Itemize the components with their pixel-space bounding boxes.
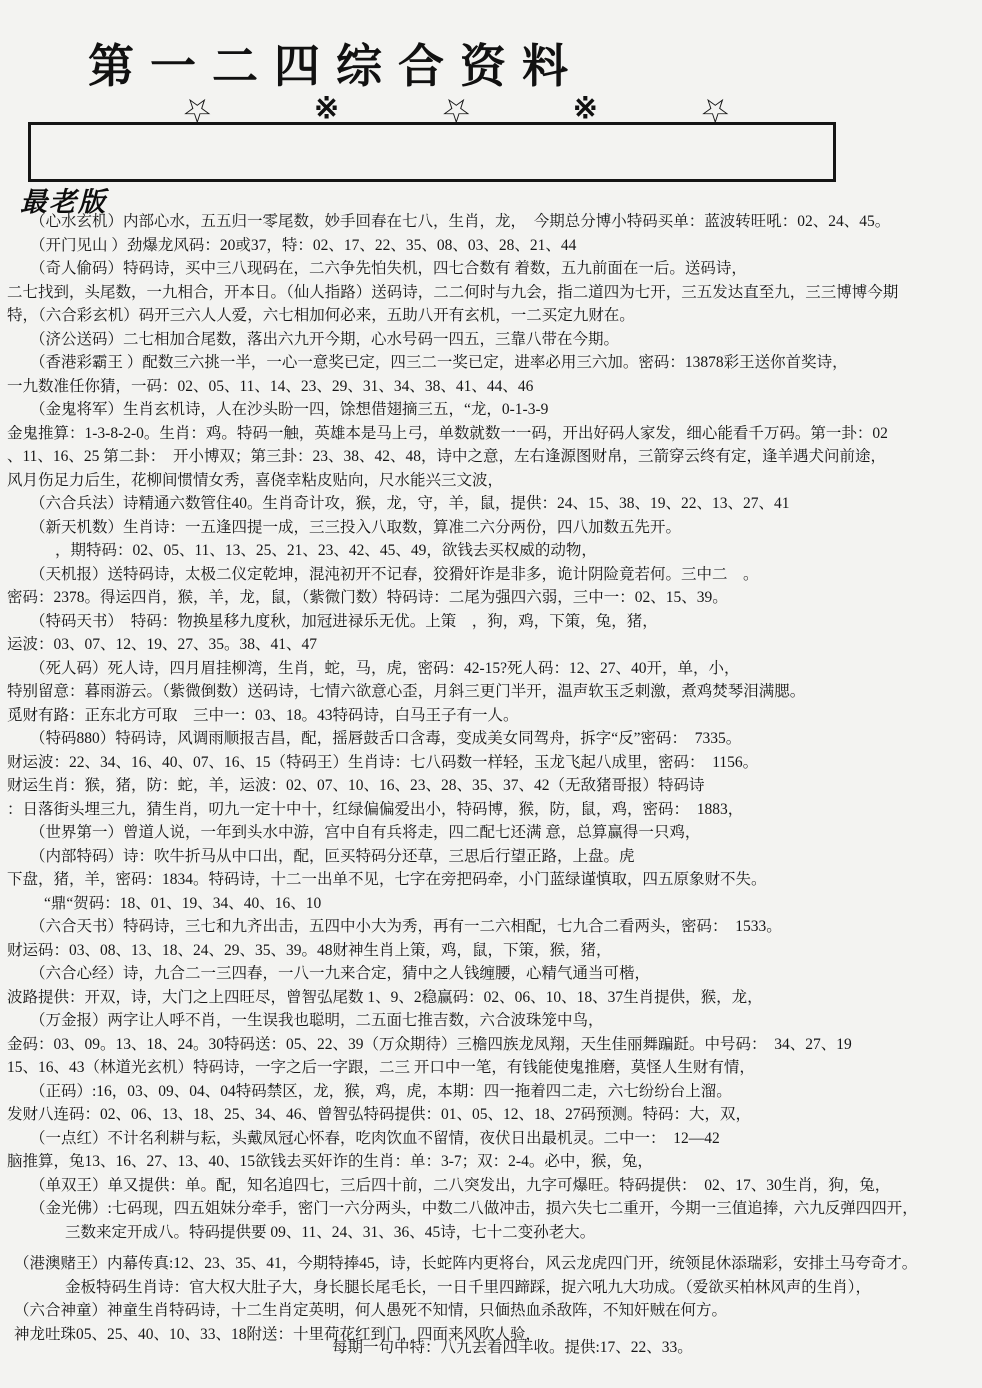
text-line: （正码）:16，03、09、04、04特码禁区，龙，猴，鸡，虎，本期：四一拖着四二走，六七纷纷台上溜。 xyxy=(30,1082,732,1100)
empty-header-box xyxy=(28,122,836,182)
text-line: （济公送码）二七相加合尾数，落出六九开今期，心水号码一四五，三靠八带在今期。 xyxy=(30,330,620,348)
text-line: （世界第一）曾道人说，一年到头水中游，宫中自有兵将走，四二配七还满 意，总算赢得一只鸡， xyxy=(30,824,701,841)
text-line: “鼎“贺码：18、01、19、34、40、16、10 xyxy=(44,894,322,912)
star-icon: ☆ xyxy=(182,91,213,128)
text-line: 特别留意：暮雨游云。（紫微倒数）送码诗，七情六欲意心歪，月斜三更门半开，温声软玉乏刺激，煮鸡焚琴泪满腮。 xyxy=(7,683,806,700)
star-icon: ☆ xyxy=(440,91,472,128)
text-line: ，期特码：02、05、11、13、25、21、23、42、45、49，欲钱去买权威的动物， xyxy=(55,542,597,559)
text-line: 金板特码生肖诗：官大权大肚子大，身长腿长尾毛长，一日千里四蹄踩，捉六吼九大功成。（爱欲买柏林风声的生肖）， xyxy=(65,1278,872,1296)
text-line: （香港彩霸王 ）配数三六挑一半，一心一意奖已定，四三二一奖已定，进率必用三六加。密码：13878彩王送你首奖诗， xyxy=(30,354,848,371)
text-line: （开门见山 ）劲爆龙风码：20或37，特：02、17、22、35、08、03、28、21、44 xyxy=(30,236,577,254)
decorative-symbols-row xyxy=(182,91,730,128)
text-line: （金光佛）:七码现，四五姐妹分牵手，密门一六分两头，中数二八做冲击，损六失七二重开，今期一三值追捧，六九反弹四四开， xyxy=(30,1200,918,1217)
text-line: （六合心经）诗，九合二一三四春，一八一九来合定，猜中之人钱缠腰，心精气通当可楷， xyxy=(30,965,651,982)
text-line: （六合兵法）诗精通六数管住40。生肖奇计攻，猴，龙，守，羊，鼠，提供：24、15、38、19、22、13、27、41 xyxy=(30,495,790,512)
text-line: 风月伤足力后生，花柳间惯情女秀，喜侥幸粘皮贴向，尺水能兴三文波， xyxy=(7,471,504,489)
text-line: 特，（六合彩玄机）码开三六人人爱，六七相加何必来，五助八开有玄机，一二买定九财在。 xyxy=(7,307,635,324)
text-line: 下盘，猪，羊，密码：1834。特码诗，十二一出单不见，七字在旁把码牵，小门蓝绿谨慎取，四五原象财不失。 xyxy=(7,871,767,888)
text-line: 、11、16、25 第二卦： 开小博双；第三卦：23、38、42、48，诗中之意，左右逢源图财帛，三箭穿云终有定，逢羊遇犬问前途， xyxy=(7,448,887,465)
text-line: （内部特码）诗：吹牛折马从中口出，配，叵买特码分还草，三思后行望正路，上盘。虎 xyxy=(30,847,635,865)
text-line: 运波：03、07、12、19、27、35。38、41、47 xyxy=(7,636,318,653)
text-line: 神龙吐珠05、25、40、10、33、18附送：十里荷花红到门，四面来风吹人验， xyxy=(14,1325,542,1343)
text-line: 一九数准任你猜，一码：02、05、11、14、23、29、31、34、38、41、44、46 xyxy=(7,377,534,395)
text-line: （特码天书） 特码：物换星移九度秋，加冠进禄乐无优。上策 ，狗，鸡，下策，兔，猪， xyxy=(30,612,658,630)
text-line: 觅财有路：正东北方可取 三中一：03、18。43特码诗，白马王子有一人。 xyxy=(7,706,519,724)
body-text xyxy=(0,210,982,1346)
text-line: （奇人偷码）特码诗，买中三八现码在，二六争先怕失机，四七合数有 着数，五九前面在一后。送码诗， xyxy=(30,260,747,277)
text-line: （单双王）单又提供：单。配，知名追四七，三后四十前，二八突发出，九字可爆旺。特码提供： 02、17、30生肖，狗，兔， xyxy=(30,1176,891,1194)
text-line: 金码：03、09。13、18、24。30特码送：05、22、39（万众期待）三檐四族龙凤翔，天生佳丽舞蹁跹。中号码： 34、27、19 xyxy=(7,1035,852,1053)
text-line: （天机报）送特码诗，太极二仪定乾坤，混沌初开不记春，狡猾奸诈是非多，诡计阴险竟若何。三中二 。 xyxy=(30,565,759,583)
text-line: （一点红）不计名利耕与耘，头戴凤冠心怀春，吃肉饮血不留情，夜伏日出最机灵。二中一： 12—42 xyxy=(30,1129,720,1147)
text-line: 三数来定开成八。特码提供要 09、11、24、31、36、45诗，七十二变孙老大。 xyxy=(65,1223,596,1241)
text-line: 密码：2378。得运四肖，猴，羊，龙，鼠，（紫微门数）特码诗：二尾为强四六弱，三中一：02、15、39。 xyxy=(7,589,728,606)
text-line: 波路提供：开双，诗，大门之上四旺尽，曾智弘尾数 1、9、2稳赢码：02、06、10、18、37生肖提供，猴，龙， xyxy=(7,988,763,1006)
page-title: 第一二四综合资料 xyxy=(88,41,584,92)
reference-mark-icon: ※ xyxy=(572,92,598,125)
section-header: 最老版 xyxy=(20,187,107,217)
text-line: （特码880）特码诗，风调雨顺报吉昌，配，摇唇鼓舌口含毒，变成美女同驾舟，拆字“反”密码： 7335。 xyxy=(30,730,742,747)
text-line: （死人码）死人诗，四月眉挂柳湾，生肖，蛇，马，虎，密码：42-15?死人码：12、27、40开，单，小， xyxy=(30,659,740,677)
text-line: ：日落街头埋三九，猜生肖，叨九一定十中十，红绿偏偏爱出小，特码博，猴，防，鼠，鸡，密码： 1883， xyxy=(7,800,744,818)
text-line: （六合神童）神童生肖特码诗，十二生肖定英明，何人愚死不知情，只偭热血杀敌阵，不知奸贼在何方。 xyxy=(14,1302,728,1319)
text-line: （六合天书）特码诗，三七和九齐出击，五四中小大为秀，再有一二六相配，七九合二看两头，密码： 1533。 xyxy=(30,918,782,935)
reference-mark-icon: ※ xyxy=(314,92,340,125)
text-line: 财运生肖：猴，猪，防：蛇，羊，运波：02、07、10、16、23、28、35、37、42（无敌猪哥报）特码诗 xyxy=(7,777,705,794)
text-line: （金鬼将军）生肖玄机诗，人在沙头盼一四，馀想借翅摘三五，“龙，0-1-3-9 xyxy=(30,401,549,418)
text-line: 金鬼推算：1-3-8-2-0。生肖：鸡。特码一触，英雄本是马上弓，单数就数一一码，开出好码人家发，细心能看千万码。第一卦：02 xyxy=(7,424,888,442)
star-icon: ☆ xyxy=(699,91,730,128)
text-line: （港澳赌王）内幕传真:12、23、35、41，今期特捧45，诗，长蛇阵内更将台，风云龙虎四门开，统领昆休添瑞彩，安排土马夸奇才。 xyxy=(14,1255,918,1272)
text-line: （心水玄机）内部心水，五五归一零尾数，妙手回春在七八，生肖，龙， 今期总分博小特码买单：蓝波转旺吼：02、24、45。 xyxy=(30,213,891,230)
text-line: 财运码：03、08、13、18、24、29、35、39。48财神生肖上策，鸡，鼠，下策，猴，猪， xyxy=(7,941,612,959)
text-line: 二七找到，头尾数，一九相合，开本日。（仙人指路）送码诗，二二何时与九会，指二道四为七开，三五发达直至九，三三博博今期 xyxy=(7,283,899,301)
text-line: 脑推算，兔13、16、27、13、40、15欲钱去买奸诈的生肖：单：3-7；双：2-4。必中，猴，兔， xyxy=(7,1153,653,1170)
text-line: 15、16、43（林道光玄机）特码诗，一字之后一字跟，二三 开口中一笔，有钱能使鬼推磨，莫怪人生财有情， xyxy=(7,1059,755,1076)
text-line: （新天机数）生肖诗：一五逢四提一成，三三投入八取数，算准二六分两份，四八加数五先开。 xyxy=(30,518,682,536)
text-line: （万金报）两字让人呼不肖，一生误我也聪明，二五面七推吉数，六合波珠笼中鸟， xyxy=(30,1012,604,1029)
text-line: 发财八连码：02、06、13、18、25、34、46、曾智弘特码提供：01、05、12、18、27码预测。特码：大，双， xyxy=(7,1106,752,1123)
footer-line: 每期一句中特：八九去看四丰收。提供:17、22、33。 xyxy=(332,1339,693,1356)
text-line: 财运波：22、34、16、40、07、16、15（特码王）生肖诗：七八码数一样轻，玉龙飞起八成里，密码： 1156。 xyxy=(7,753,759,771)
